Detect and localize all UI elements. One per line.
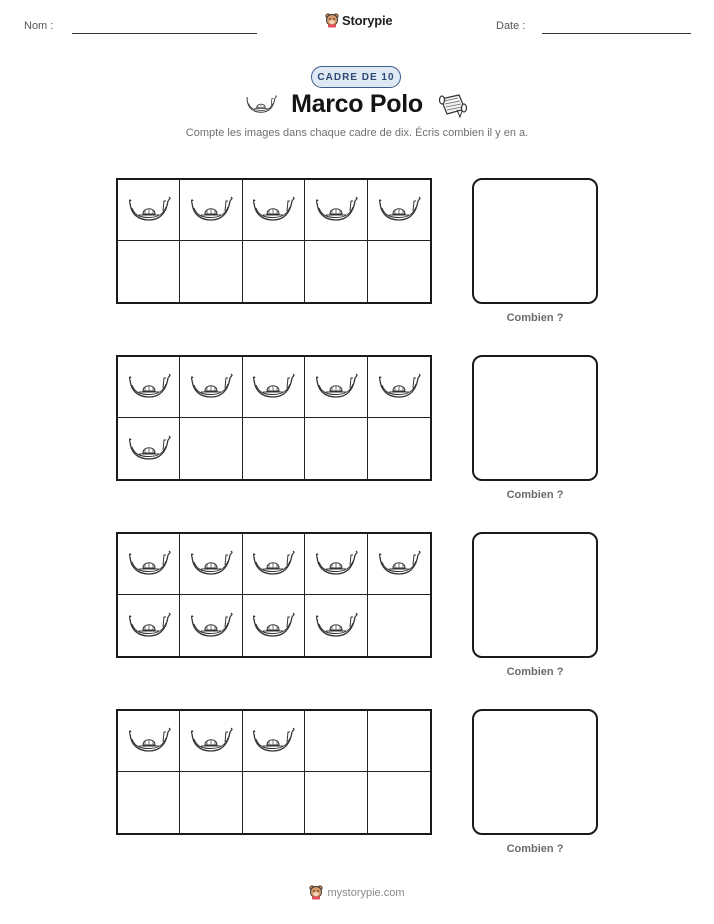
- name-label: Nom :: [24, 20, 54, 32]
- frame-cell: [243, 357, 305, 418]
- gondola-icon: [189, 195, 233, 225]
- frame-cell: [180, 241, 242, 302]
- frame-cell: [305, 418, 367, 479]
- gondola-icon: [314, 549, 358, 579]
- gondola-icon: [377, 549, 421, 579]
- frame-cell: [243, 241, 305, 302]
- frame-cell: [305, 357, 367, 418]
- frame-cell: [180, 772, 242, 833]
- gondola-icon: [314, 195, 358, 225]
- frame-cell: [368, 595, 430, 656]
- frame-cell: [118, 534, 180, 595]
- gondola-icon: [127, 434, 171, 464]
- gondola-icon: [251, 549, 295, 579]
- frame-cell: [368, 711, 430, 772]
- ten-frame-4: [116, 709, 432, 835]
- ten-frame-2: [116, 355, 432, 481]
- page-title: Marco Polo: [291, 90, 423, 118]
- name-line[interactable]: [72, 33, 257, 34]
- frame-cell: [118, 595, 180, 656]
- bear-logo-icon: [309, 885, 323, 900]
- gondola-icon: [127, 611, 171, 641]
- frame-cell: [368, 241, 430, 302]
- frame-cell: [368, 357, 430, 418]
- frame-cell: [243, 180, 305, 241]
- frame-cell: [118, 357, 180, 418]
- answer-label-4: Combien ?: [506, 843, 564, 855]
- gondola-icon: [314, 372, 358, 402]
- instructions: Compte les images dans chaque cadre de dix. Écris combien il y en a.: [185, 127, 529, 139]
- frame-cell: [243, 418, 305, 479]
- frame-cell: [118, 418, 180, 479]
- answer-box-3[interactable]: [472, 532, 598, 658]
- frame-cell: [118, 711, 180, 772]
- brand-name: Storypie: [342, 13, 393, 28]
- frame-cell: [305, 534, 367, 595]
- bear-logo-icon: [325, 13, 339, 28]
- gondola-icon: [127, 726, 171, 756]
- gondola-icon: [377, 372, 421, 402]
- title-row: [0, 90, 714, 119]
- date-line[interactable]: [542, 33, 691, 34]
- gondola-icon: [127, 549, 171, 579]
- date-label: Date :: [496, 20, 526, 32]
- gondola-icon: [189, 372, 233, 402]
- frame-cell: [243, 772, 305, 833]
- gondola-icon: [251, 372, 295, 402]
- gondola-icon: [189, 726, 233, 756]
- frame-cell: [180, 711, 242, 772]
- brand: [325, 13, 392, 28]
- frame-cell: [368, 772, 430, 833]
- gondola-icon: [251, 195, 295, 225]
- answer-label-3: Combien ?: [506, 666, 564, 678]
- gondola-icon: [189, 549, 233, 579]
- gondola-icon: [189, 611, 233, 641]
- frame-cell: [305, 711, 367, 772]
- ten-frame-3: [116, 532, 432, 658]
- frame-cell: [243, 534, 305, 595]
- gondola-icon: [251, 726, 295, 756]
- map-scroll-icon: [437, 91, 469, 119]
- answer-box-4[interactable]: [472, 709, 598, 835]
- worksheet-type-badge: CADRE DE 10: [311, 66, 401, 88]
- ten-frame-1: [116, 178, 432, 304]
- footer: [0, 885, 714, 900]
- frame-cell: [305, 241, 367, 302]
- frame-cell: [305, 595, 367, 656]
- frame-cell: [118, 772, 180, 833]
- footer-url[interactable]: mystorypie.com: [327, 886, 405, 899]
- gondola-icon: [251, 611, 295, 641]
- answer-label-2: Combien ?: [506, 489, 564, 501]
- gondola-icon: [245, 93, 277, 117]
- frame-cell: [243, 595, 305, 656]
- gondola-icon: [377, 195, 421, 225]
- frame-cell: [305, 772, 367, 833]
- frame-cell: [118, 241, 180, 302]
- frame-cell: [180, 534, 242, 595]
- gondola-icon: [314, 611, 358, 641]
- frame-cell: [180, 418, 242, 479]
- gondola-icon: [127, 372, 171, 402]
- frame-cell: [368, 418, 430, 479]
- frame-cell: [180, 180, 242, 241]
- frame-cell: [180, 357, 242, 418]
- frame-cell: [368, 534, 430, 595]
- frame-cell: [118, 180, 180, 241]
- answer-box-1[interactable]: [472, 178, 598, 304]
- frame-cell: [180, 595, 242, 656]
- frame-cell: [243, 711, 305, 772]
- frame-cell: [305, 180, 367, 241]
- gondola-icon: [127, 195, 171, 225]
- answer-box-2[interactable]: [472, 355, 598, 481]
- answer-label-1: Combien ?: [506, 312, 564, 324]
- frame-cell: [368, 180, 430, 241]
